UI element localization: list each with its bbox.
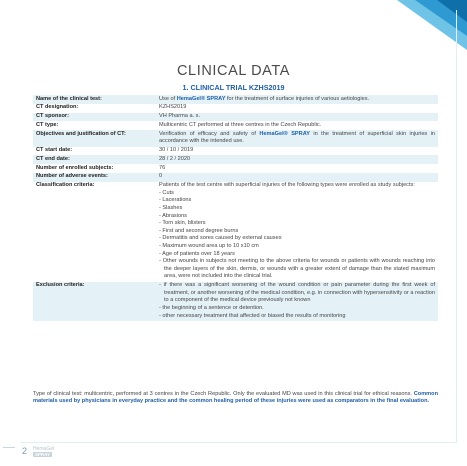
list-item: - Age of patients over 18 years: [159, 250, 235, 257]
footnote: [33, 391, 438, 406]
page-number: 2: [22, 446, 28, 456]
list-item: - Dermatitis and sores caused by external causes: [159, 235, 282, 242]
list-item: - Slashes: [159, 205, 183, 211]
row-value: Multicentric CT performed at three centres in the Czech Republic.: [159, 121, 322, 128]
text-part: for the treatment of surface injuries of various aetiologies.: [225, 95, 370, 102]
row-label: Classification criteria:: [36, 182, 95, 189]
table-row: [33, 95, 438, 104]
logo-bottom-text: SPRAY: [35, 452, 51, 457]
page-subtitle: 1. CLINICAL TRIAL KZHS2019: [182, 83, 285, 92]
list-item: - other necessary treatment that affected or biased the results of monitoring: [159, 312, 346, 319]
criteria-intro: Patients of the test centre with superficial injuries of the following types were enrolled as study subjects:: [159, 182, 415, 189]
row-value: [156, 282, 438, 321]
table-row: [33, 113, 438, 122]
row-value: [156, 182, 438, 282]
list-item: - Maximum wound area up to 10 x10 cm: [159, 242, 259, 249]
list-item: - Torn skin, blisters: [159, 220, 206, 227]
list-item: - if there was a significant worsening of the wound condition or pain parameter during the first week of treatment, or another worsening of the medical condition, e.g. in connection with hypersensitivity or a reaction to a component of the medical device previously not known: [159, 282, 435, 304]
page-title: CLINICAL DATA: [176, 63, 291, 79]
row-value: 0: [156, 173, 438, 182]
brand-name: HemaGel® SPRAY: [176, 95, 226, 102]
row-value: KZHS2019: [159, 104, 187, 111]
table-row: [33, 121, 438, 130]
table-row: [33, 130, 438, 146]
table-row: [33, 164, 438, 173]
list-item: - Cuts: [159, 189, 174, 196]
footnote-text: Type of clinical test: multicentric, performed at 3 centres in the Czech Republic. Only the evaluated MD was used in this clinical trial for ethical reasons.: [33, 391, 414, 397]
footnote-bold: Common materials used by physicians in everyday practice and the common healing period of these injuries were used as comparators in the final evaluation.: [33, 391, 438, 405]
list-item: - Lacerations: [159, 197, 192, 204]
row-label: Objectives and justification of CT:: [33, 130, 156, 146]
table-row: [33, 282, 438, 321]
row-value: VH Pharma a. s.: [156, 113, 438, 122]
table-row: [33, 182, 438, 282]
text-part: in the treatment of superficial skin injuries in accordance with the intended use.: [159, 130, 436, 145]
table-row: [33, 155, 438, 164]
list-item: - the beginning of a sentence or detention.: [159, 304, 264, 311]
row-label: Exclusion criteria:: [33, 282, 156, 321]
text-part: Verification of efficacy and safety of: [159, 130, 260, 137]
list-item: - Abrasions: [159, 212, 187, 219]
row-label: Name of the clinical test:: [33, 95, 156, 104]
list-item: - Other wounds in subjects not meeting to the above criteria for wounds or patients with wounds reaching into the deeper layers of the skin, dermis, or wounds with a greater extent of damage than the stated maximum area, were not included into the clinical trial.: [159, 258, 435, 280]
row-value: [156, 95, 438, 104]
row-label: CT sponsor:: [33, 113, 156, 122]
footer-divider: [3, 447, 15, 448]
table-row: [33, 104, 438, 113]
brand-name: HemaGel® SPRAY: [259, 130, 310, 137]
row-value: 28 / 2 / 2020: [156, 155, 438, 164]
logo-top-text: HemaGel: [33, 446, 55, 452]
brand-logo: [33, 447, 54, 458]
list-item: - First and second degree burns: [159, 227, 239, 234]
row-label: CT designation:: [36, 104, 79, 111]
table-row: [33, 173, 438, 182]
row-label: Number of enrolled subjects:: [36, 164, 114, 171]
clinical-trial-table: [33, 95, 438, 321]
row-value: 76: [159, 164, 166, 171]
table-row: [33, 147, 438, 156]
row-value: [156, 130, 438, 146]
row-label: CT end date:: [33, 155, 156, 164]
row-label: CT start date:: [36, 147, 73, 154]
row-label: Number of adverse events:: [33, 173, 156, 182]
row-label: CT type:: [36, 121, 59, 128]
row-value: 30 / 10 / 2019: [159, 147, 194, 154]
text-part: Use of: [159, 95, 177, 102]
